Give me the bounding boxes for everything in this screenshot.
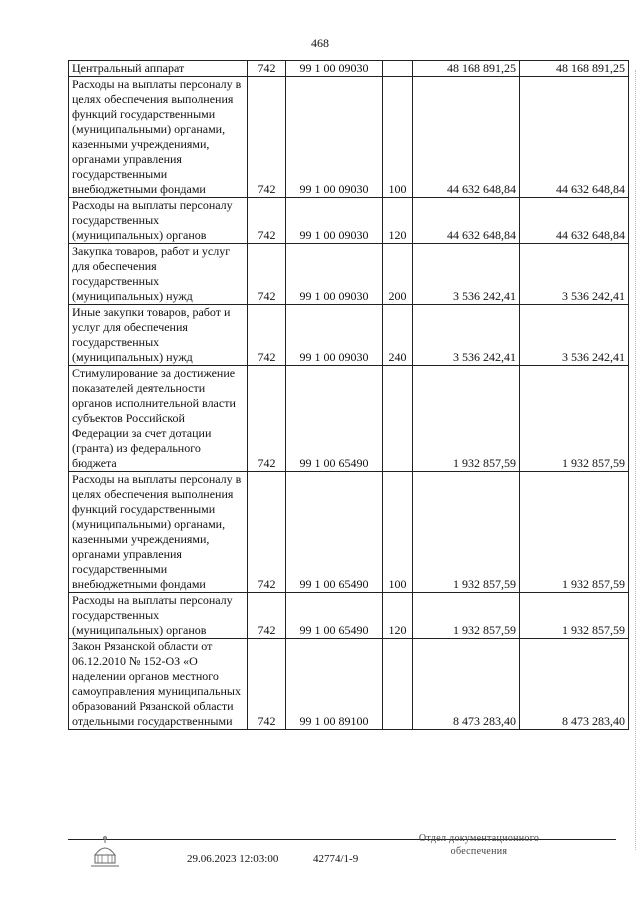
row-ved: 742 (248, 472, 286, 593)
row-name: Закон Рязанской области от 06.12.2010 № 152-ОЗ «О наделении органов местного самоуправления муниципальных образований Рязанской области отдельными государственными (69, 639, 248, 730)
row-csr: 99 1 00 09030 (286, 61, 383, 77)
row-sum-1: 48 168 891,25 (413, 61, 520, 77)
page-edge-mark (629, 70, 636, 850)
table-row (69, 472, 629, 593)
row-ved: 742 (248, 593, 286, 639)
department-stamp (404, 832, 554, 858)
table-row (69, 639, 629, 730)
table-row (69, 593, 629, 639)
row-vr: 100 (383, 77, 413, 198)
row-csr: 99 1 00 09030 (286, 198, 383, 244)
print-datetime: 29.06.2023 12:03:00 (187, 853, 279, 865)
row-name: Расходы на выплаты персоналу государственных (муниципальных) органов (69, 593, 248, 639)
row-sum-1: 44 632 648,84 (413, 77, 520, 198)
row-sum-2: 44 632 648,84 (520, 77, 629, 198)
row-ved: 742 (248, 198, 286, 244)
row-sum-1: 1 932 857,59 (413, 593, 520, 639)
table-row (69, 305, 629, 366)
row-ved: 742 (248, 77, 286, 198)
department-stamp-line2: обеспечения (450, 846, 508, 857)
row-vr: 200 (383, 244, 413, 305)
row-sum-2: 3 536 242,41 (520, 305, 629, 366)
row-csr: 99 1 00 09030 (286, 305, 383, 366)
document-number: 42774/1-9 (313, 853, 359, 865)
row-sum-2: 1 932 857,59 (520, 366, 629, 472)
row-sum-2: 1 932 857,59 (520, 593, 629, 639)
row-sum-1: 1 932 857,59 (413, 366, 520, 472)
row-ved: 742 (248, 244, 286, 305)
row-csr: 99 1 00 09030 (286, 77, 383, 198)
row-vr: 240 (383, 305, 413, 366)
row-name: Закупка товаров, работ и услуг для обеспечения государственных (муниципальных) нужд (69, 244, 248, 305)
row-name: Расходы на выплаты персоналу в целях обеспечения выполнения функций государственными (муниципальными) органами, казенными учреждениями, органами управления государственными внебюджетными фондами (69, 472, 248, 593)
department-stamp-line1: Отдел документационного (418, 833, 540, 844)
row-csr: 99 1 00 65490 (286, 366, 383, 472)
row-vr: 120 (383, 198, 413, 244)
row-vr (383, 639, 413, 730)
row-sum-1: 3 536 242,41 (413, 305, 520, 366)
row-sum-2: 3 536 242,41 (520, 244, 629, 305)
table-row (69, 61, 629, 77)
row-vr: 120 (383, 593, 413, 639)
row-csr: 99 1 00 89100 (286, 639, 383, 730)
row-sum-2: 1 932 857,59 (520, 472, 629, 593)
row-csr: 99 1 00 09030 (286, 244, 383, 305)
row-ved: 742 (248, 639, 286, 730)
row-sum-1: 44 632 648,84 (413, 198, 520, 244)
row-sum-2: 44 632 648,84 (520, 198, 629, 244)
row-name: Расходы на выплаты персоналу в целях обеспечения выполнения функций государственными (муниципальными) органами, казенными учреждениями, органами управления государственными внебюджетными фондами (69, 77, 248, 198)
row-sum-2: 8 473 283,40 (520, 639, 629, 730)
row-sum-1: 1 932 857,59 (413, 472, 520, 593)
row-ved: 742 (248, 305, 286, 366)
table-row (69, 244, 629, 305)
row-ved: 742 (248, 61, 286, 77)
table-row (69, 366, 629, 472)
row-sum-1: 3 536 242,41 (413, 244, 520, 305)
row-csr: 99 1 00 65490 (286, 593, 383, 639)
row-ved: 742 (248, 366, 286, 472)
row-name: Иные закупки товаров, работ и услуг для обеспечения государственных (муниципальных) нужд (69, 305, 248, 366)
row-sum-1: 8 473 283,40 (413, 639, 520, 730)
duma-emblem-icon (86, 835, 124, 869)
row-name: Центральный аппарат (69, 61, 248, 77)
budget-table (68, 60, 629, 730)
row-sum-2: 48 168 891,25 (520, 61, 629, 77)
row-name: Стимулирование за достижение показателей деятельности органов исполнительной власти субъектов Российской Федерации за счет дотации (гранта) из федерального бюджета (69, 366, 248, 472)
row-vr (383, 366, 413, 472)
table-row (69, 198, 629, 244)
table-row (69, 77, 629, 198)
row-vr: 100 (383, 472, 413, 593)
page-number: 468 (311, 36, 329, 50)
row-vr (383, 61, 413, 77)
row-csr: 99 1 00 65490 (286, 472, 383, 593)
row-name: Расходы на выплаты персоналу государственных (муниципальных) органов (69, 198, 248, 244)
